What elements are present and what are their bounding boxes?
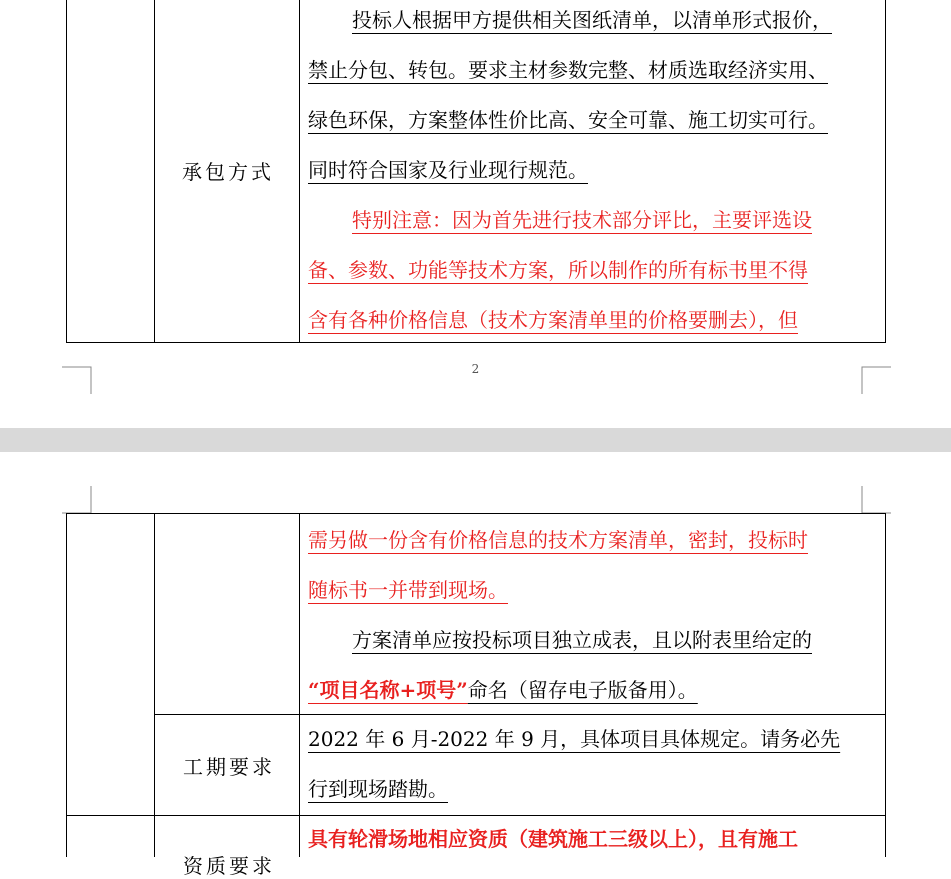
schedule-paragraph: 2022 年 6 月-2022 年 9 月，具体项目具体规定。请务必先 行到现场踏勘。 — [308, 727, 841, 801]
qualification-paragraph: 具有轮滑场地相应资质（建筑施工三级以上），且有施工 — [308, 827, 798, 851]
document-page-2 — [0, 0, 951, 428]
table-column-divider — [299, 514, 300, 857]
page-separator — [0, 428, 951, 452]
row-label-schedule: 工期要求 — [183, 755, 275, 779]
table-column-divider — [154, 514, 155, 816]
naming-rule-paragraph: 方案清单应按投标项目独立成表，且以附表里给定的 “项目名称+项号”命名（留存电子版备用）。 — [308, 628, 812, 702]
margin-corner-mark — [861, 486, 891, 514]
price-list-notice-paragraph: 需另做一份含有价格信息的技术方案清单，密封，投标时 随标书一并带到现场。 — [308, 528, 808, 602]
table-column-divider — [154, 0, 155, 343]
row-label-qualification: 资质要求 — [183, 854, 275, 878]
special-notice-paragraph: 特别注意：因为首先进行技术部分评比，主要评选设 备、参数、功能等技术方案，所以制作的所有标书里不得 含有各种价格信息（技术方案清单里的价格要删去），但 — [308, 208, 812, 332]
table-column-divider — [154, 816, 155, 857]
table-column-divider — [299, 0, 300, 343]
page-number: 2 — [471, 362, 480, 376]
document-page-3 — [0, 452, 951, 878]
row-label-contract-method: 承包方式 — [182, 160, 274, 184]
contract-method-paragraph: 投标人根据甲方提供相关图纸清单，以清单形式报价， 禁止分包、转包。要求主材参数完整、材质选取经济实用、 绿色环保，方案整体性价比高、安全可靠、施工切实可行。 同时符合国家及行业现行规范。 — [308, 8, 832, 182]
margin-corner-mark — [62, 486, 92, 514]
